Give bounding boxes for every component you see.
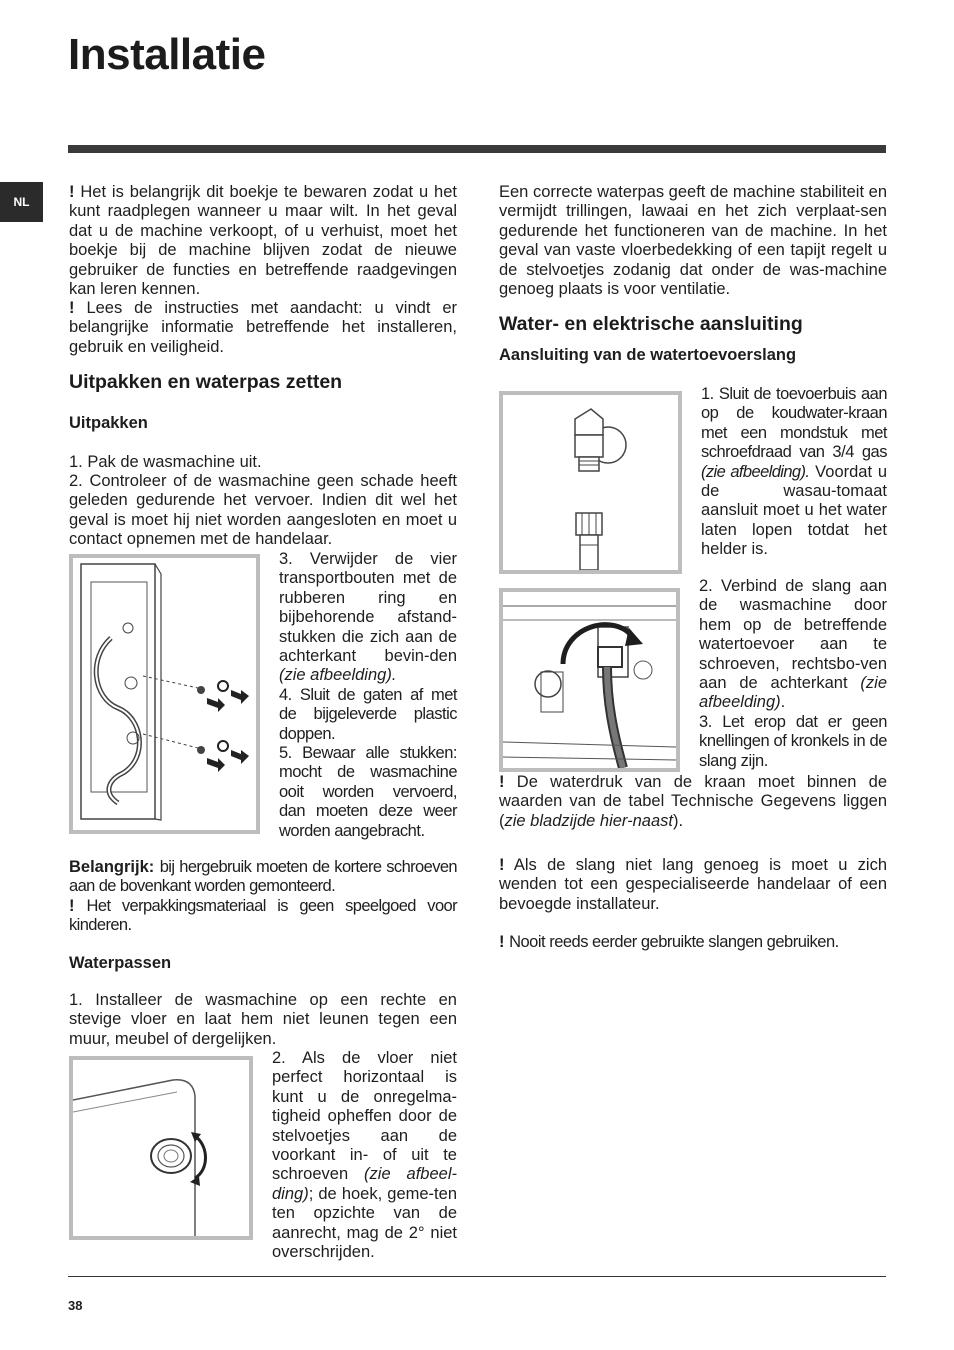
- warning-icon: !: [499, 856, 505, 874]
- tap-hose-illustration: [503, 395, 678, 570]
- intro-paragraph-2: ! Lees de instructies met aandacht: u vindt er belangrijke informatie betreffende het installeren, gebruik en veiligheid.: [69, 299, 457, 356]
- adjustable-foot-illustration: [73, 1060, 249, 1236]
- level-continuation: Een correcte waterpas geeft de machine stabiliteit en vermijdt trillingen, lawaai en het zich verplaat-sen gedurende het functioneren van de machine. In het geval van vaste vloerbedekking of een tapijt regelt u de stelvoetjes zodanig dat onder de was-machine genoeg plaats is voor ventilatie.: [499, 183, 887, 299]
- warning-icon: !: [499, 773, 505, 791]
- heading-unpack: Uitpakken: [69, 414, 148, 432]
- unpack-step-3: 3. Verwijder de vier transportbouten met de rubberen ring en bijbehorende afstand-stukken die zich aan de achterkant bevin-den (zie afbeelding).: [279, 550, 457, 685]
- right-column: [499, 183, 887, 983]
- level-step-2: 2. Als de vloer niet perfect horizontaal is kunt u de onregelma-tigheid opheffen door de stelvoetjes aan de voorkant in- of uit te schroeven (zie afbeel-ding); de hoek, geme-ten ten opzichte van de aanrecht, mag de 2° niet overschrijden.: [272, 1049, 457, 1262]
- heading-unpack-level: Uitpakken en waterpas zetten: [69, 371, 343, 393]
- heading-hose: Aansluiting van de watertoevoerslang: [499, 346, 797, 364]
- left-column: [69, 183, 457, 1263]
- transport-bolts-figure: [69, 554, 260, 834]
- warning-icon: !: [69, 183, 75, 201]
- hose-step-3: 3. Let erop dat er geen knellingen of kronkels in de slang zijn.: [699, 712, 887, 770]
- packaging-warning: ! Het verpakkingsmateriaal is geen speelgoed voor kinderen.: [69, 897, 457, 935]
- intro-paragraph-1: ! Het is belangrijk dit boekje te bewaren zodat u het kunt raadplegen wanneer u maar wilt. In het geval dat u de machine verkoopt, of u verhuist, moet het boekje bij de machine blijven zodat de nieuwe gebruiker de functies en betreffende raadgevingen kan leren kennen.: [69, 183, 457, 299]
- page-title: Installatie: [68, 30, 266, 79]
- unpack-step-2: 2. Controleer of de wasmachine geen schade heeft geleden gedurende het vervoer. Indien dit wel het geval is moet hij niet worden aangesloten en moet u contact opnemen met de handelaar.: [69, 472, 457, 549]
- heading-level: Waterpassen: [69, 954, 172, 972]
- pressure-warning: ! De waterdruk van de kraan moet binnen de waarden van de tabel Technische Gegevens liggen (zie bladzijde hier-naast).: [499, 773, 887, 830]
- short-hose-warning: ! Als de slang niet lang genoeg is moet u zich wenden tot een gespecialiseerde handelaar of een bevoegde installateur.: [499, 856, 887, 913]
- language-tab: NL: [0, 182, 43, 222]
- warning-icon: !: [69, 897, 75, 915]
- reuse-hose-warning: ! Nooit reeds eerder gebruikte slangen gebruiken.: [499, 933, 839, 951]
- machine-rear-illustration: [73, 558, 256, 830]
- title-divider-bar: [68, 145, 886, 153]
- hose-step-1: 1. Sluit de toevoerbuis aan op de koudwater-kraan met een mondstuk met schroefdraad van 3/4 gas (zie afbeelding). Voordat u de wasau-tomaat aansluit moet u het water laten lopen totdat het helder is.: [701, 385, 887, 559]
- footer-divider: [68, 1276, 886, 1277]
- heading-connection: Water- en elektrische aansluiting: [499, 313, 803, 335]
- machine-inlet-illustration: [503, 592, 676, 768]
- unpack-step-1: 1. Pak de wasmachine uit.: [69, 453, 262, 471]
- warning-icon: !: [69, 299, 75, 317]
- levelling-foot-figure: [69, 1056, 253, 1240]
- level-step-1: 1. Installeer de wasmachine op een rechte en stevige vloer en laat hem niet leunen tegen een muur, meubel of dergelijken.: [69, 991, 457, 1048]
- important-note: Belangrijk: bij hergebruik moeten de kortere schroeven aan de bovenkant worden gemonteerd.: [69, 858, 457, 896]
- hose-steps-2-3: [699, 577, 887, 771]
- warning-icon: !: [499, 933, 505, 951]
- inlet-connection-figure: [499, 588, 680, 772]
- unpack-step-4: 4. Sluit de gaten af met de bijgeleverde plastic doppen.: [279, 685, 457, 743]
- unpack-step-5: 5. Bewaar alle stukken: mocht de wasmachine ooit worden vervoerd, dan moeten deze weer worden aangebracht.: [279, 744, 457, 840]
- tap-connection-figure: [499, 391, 682, 574]
- hose-step-2: 2. Verbind de slang aan de wasmachine door hem op de betreffende watertoevoer aan te schroeven, rechtsbo-ven aan de achterkant (zie afbeelding).: [699, 577, 887, 712]
- page-number: 38: [68, 1298, 83, 1313]
- unpack-steps-3-5: [279, 550, 457, 841]
